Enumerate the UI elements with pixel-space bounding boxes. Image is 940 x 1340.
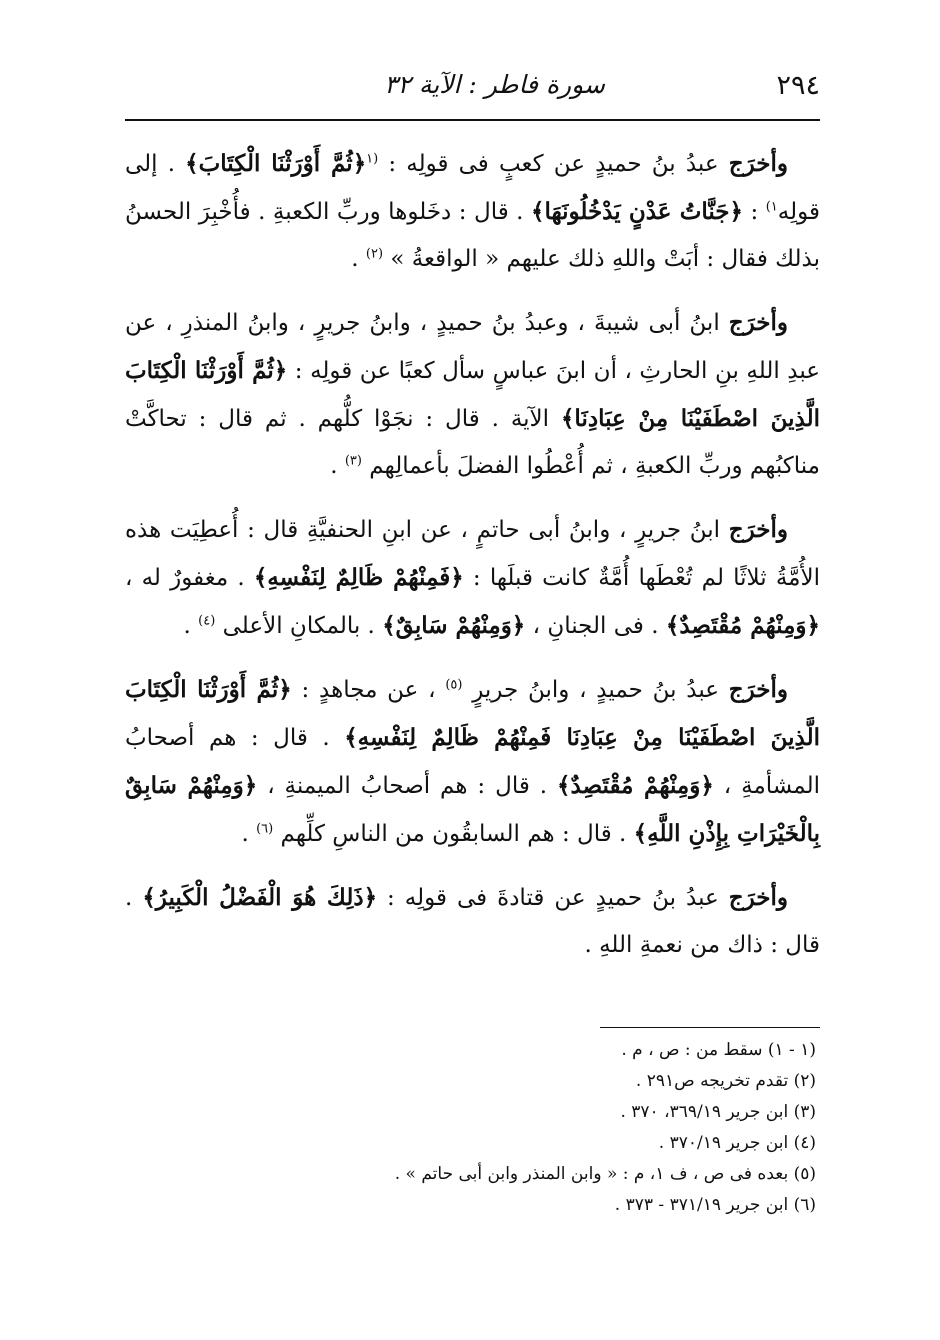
header-divider (125, 119, 820, 121)
quran-quote: ﴿وَمِنْهُمْ مُقْتَصِدٌ﴾ (557, 772, 714, 799)
paragraph-text: . إلى قولِه (125, 151, 820, 225)
quran-quote: ﴿ثُمَّ أَوْرَثْنَا الْكِتَابَ الَّذِينَ اصْطَفَيْنَا مِنْ عِبَادِنَا فَمِنْهُمْ ظَالِمٌ لِنَفْسِهِ﴾ (125, 676, 820, 751)
paragraph-text: . قال : ذاك من نعمةِ اللهِ . (125, 885, 820, 958)
quran-quote: ﴿وَمِنْهُمْ مُقْتَصِدٌ﴾ (665, 612, 820, 639)
footnote-divider (600, 1027, 820, 1028)
footnote-item: (٦) ابن جرير ٣٧١/١٩ - ٣٧٣ . (614, 1195, 816, 1215)
quran-quote: ﴿ثُمَّ أَوْرَثْنَا الْكِتَابَ﴾ (185, 150, 367, 177)
quran-quote: ﴿ثُمَّ أَوْرَثْنَا الْكِتَابَ الَّذِينَ اصْطَفَيْنَا مِنْ عِبَادِنَا﴾ (125, 357, 820, 432)
footnote-item: (٢) تقدم تخريجه ص٢٩١ . (635, 1071, 816, 1091)
footnote-item: (٣) ابن جرير ٣٦٩/١٩، ٣٧٠ . (620, 1102, 816, 1122)
paragraph-text: . (330, 453, 345, 479)
paragraph-text: . قال : هم أصحابُ الميمنةِ ، (257, 773, 558, 799)
footnote-marker: (٦) (256, 821, 274, 837)
paragraph-text: الآية . قال : نجَوْا كلُّهم . ثم قال : تحاكَّتْ مناكبُهم وربِّ الكعبةِ ، ثم أُعْطُوا الفضلَ بأعمالِهم (125, 406, 820, 479)
quran-quote: ﴿جَنَّاتُ عَدْنٍ يَدْخُلُونَهَا﴾ (530, 198, 743, 225)
paragraph-text: . قال : هم أصحابُ المشأمةِ ، (125, 725, 820, 799)
footnote-marker: ١) (765, 199, 778, 215)
paragraph-text: : (743, 199, 766, 225)
footnote-item: (١ - ١) سقط من : ص ، م . (621, 1040, 816, 1060)
main-text (125, 140, 820, 985)
footnote-marker: (٤) (198, 613, 216, 629)
footnote-item: (٥) بعده فى ص ، ف ١، م : « وابن المنذر وابن أبى حاتم » . (394, 1164, 816, 1184)
paragraph-lead: وأخرَج (728, 884, 789, 911)
quran-quote: ﴿فَمِنْهُمْ ظَالِمٌ لِنَفْسِهِ﴾ (253, 564, 464, 591)
running-title: سورة فاطر : الآية ٣٢ (384, 70, 605, 99)
paragraph-5 (125, 874, 820, 969)
paragraph-text: ، عن مجاهدٍ : (291, 677, 446, 703)
paragraph-text: . (351, 246, 366, 272)
paragraph-3 (125, 506, 820, 650)
page-header (125, 64, 820, 114)
paragraph-text: عبدُ بنُ حميدٍ عن قتادةَ فى قولِه : (377, 885, 729, 911)
footnote-marker: (١ (366, 151, 379, 167)
footnote-marker: (٢) (365, 246, 384, 262)
paragraph-text: عبدُ بنُ حميدٍ عن كعبٍ فى قولِه : (378, 151, 729, 177)
paragraph-lead: وأخرَج (728, 516, 788, 543)
paragraph-1 (125, 140, 820, 283)
paragraph-text: ابنُ جريرٍ ، وابنُ أبى حاتمٍ ، عن ابنِ الحنفيَّةِ قال : أُعطِيَت هذه الأُمَّةُ ثلاثًا لم تُعْطَها أُمَّةٌ كانت قبلَها : (125, 517, 820, 591)
paragraph-text: ابنُ أبى شيبةَ ، وعبدُ بنُ حميدٍ ، وابنُ جريرٍ ، وابنُ المنذرِ ، عن عبدِ اللهِ بنِ الحارثِ ، أن ابنَ عباسٍ سأل كعبًا عن قولِه : (125, 310, 820, 384)
paragraph-text: . قال : دخَلوها وربِّ الكعبةِ . فأُخْبِرَ الحسنُ بذلك فقال : أبَتْ واللهِ ذلك عليهم « الواقعةُ » (125, 199, 820, 272)
paragraph-text: . (241, 821, 257, 847)
paragraph-text: . فى الجنانِ ، (525, 613, 666, 639)
paragraph-text: . بالمكانِ الأعلى (215, 613, 383, 639)
paragraph-text: . (183, 613, 199, 639)
paragraph-lead: وأخرَج (728, 309, 788, 336)
paragraph-text: . مغفورٌ له ، (125, 565, 254, 591)
paragraph-4 (125, 666, 820, 858)
footnotes (125, 1035, 820, 1221)
quran-quote: ﴿وَمِنْهُمْ سَابِقٌ بِالْخَيْرَاتِ بِإِذْنِ اللَّهِ﴾ (125, 772, 820, 847)
paragraph-lead: وأخرَج (728, 676, 789, 703)
paragraph-2 (125, 299, 820, 490)
footnote-marker: (٥) (445, 677, 463, 693)
footnote-item: (٤) ابن جرير ٣٧٠/١٩ . (658, 1133, 816, 1153)
paragraph-text: . قال : هم السابقُون من الناسِ كلِّهم (273, 821, 634, 847)
paragraph-text: عبدُ بنُ حميدٍ ، وابنُ جريرٍ (462, 677, 729, 703)
quran-quote: ﴿ذَلِكَ هُوَ الْفَضْلُ الْكَبِيرُ﴾ (142, 884, 378, 911)
page-number: ٢٩٤ (776, 70, 820, 101)
footnote-marker: (٣) (344, 453, 362, 469)
quran-quote: ﴿وَمِنْهُمْ سَابِقٌ﴾ (382, 612, 526, 639)
paragraph-lead: وأخرَج (728, 150, 788, 177)
